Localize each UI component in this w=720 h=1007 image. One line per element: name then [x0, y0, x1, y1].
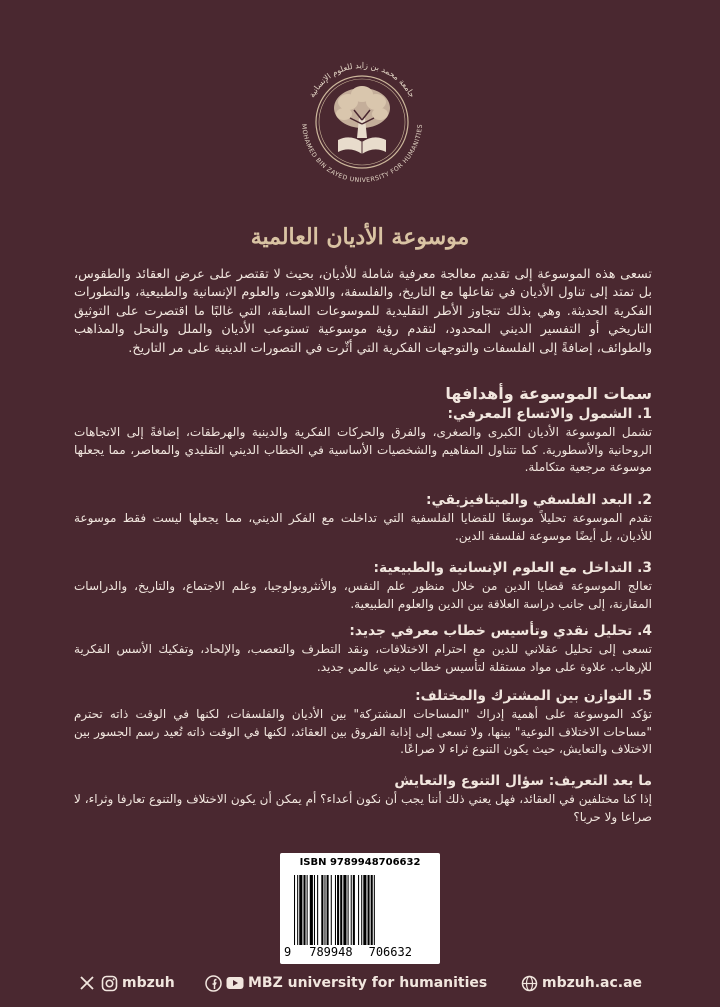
footer-website	[520, 974, 642, 992]
youtube-icon[interactable]	[226, 974, 244, 992]
university-logo	[288, 48, 436, 196]
barcode-bar	[371, 875, 373, 945]
barcode-bar	[358, 875, 359, 945]
x-twitter-icon[interactable]	[78, 974, 96, 992]
barcode-bars	[294, 875, 432, 945]
barcode-digit-first: 9	[284, 945, 292, 959]
intro-paragraph: تسعى هذه الموسوعة إلى تقديم معالجة معرفية شاملة للأديان، بحيث لا تقتصر على عرض العقائد والطقوس، بل تمتد إلى تناول الأديان في تفاعلها مع التاريخ، والفلسفة، واللاهوت، والعلوم الإنسانية والطبيعية، والتطورات الفكرية الحديثة. وهي بذلك تتجاوز الأطر التقليدية للموسوعات السابقة، التي غالبًا ما اقتصرت على التوثيق التاريخي أو التفسير الديني المحدود، لتقدم رؤية موسوعية تستوعب الأديان والملل والنحل والمذاهب والطوائف، إضافةً إلى الفلسفات والتوجهات الفكرية التي أثّرت في التصورات الدينية على مر التاريخ.	[74, 267, 652, 356]
university-name[interactable]: MBZ university for humanities	[248, 975, 488, 991]
barcode-bar	[348, 875, 349, 945]
isbn-label: ISBN 9789948706632	[299, 857, 421, 868]
footer-social	[78, 974, 175, 992]
logo-arc-top: جامعة محمد بن زايد للعلوم الإنسانية	[307, 60, 417, 100]
section-3	[74, 559, 652, 613]
section-4	[74, 622, 652, 676]
logo-arc-bottom: MOHAMED BIN ZAYED UNIVERSITY FOR HUMANITIES	[299, 123, 425, 185]
section-body: تشمل الموسوعة الأديان الكبرى والصغرى، والفرق والحركات الفكرية والدينية والهرطقات، إضافةً إلى الاتجاهات الروحانية والأسطورية. كما تتناول المفاهيم والشخصيات الأساسية في الخطاب الديني التقليدي والمعاصر، مما يجعلها موسوعة مرجعية متكاملة.	[74, 425, 652, 475]
barcode-bar	[294, 875, 295, 945]
barcode-bar	[374, 875, 375, 945]
social-handle-left[interactable]: mbzuh	[122, 975, 175, 991]
barcode-bar	[340, 875, 342, 945]
section-2	[74, 491, 652, 545]
features-heading: سمات الموسوعة وأهدافها	[445, 384, 652, 403]
barcode-digit-group1: 789948	[309, 945, 353, 959]
barcode-bar	[351, 875, 352, 945]
tree-book-emblem-icon	[288, 48, 436, 196]
section-body: تؤكد الموسوعة على أهمية إدراك "المساحات المشتركة" بين الأديان والفلسفات، لكنها في الوقت ذاته تحترم "مساحات الاختلاف النوعية" بينها، ولا تسعى إلى إذابة الفروق بين العقائد، لكنها في الوقت ذاته تُعيد رسم الجسور بين الاختلاف والتعايش، حيث يكون التنوع ثراء لا صراعًا.	[74, 707, 652, 757]
isbn-barcode	[280, 853, 440, 964]
barcode-bar	[343, 875, 346, 945]
barcode-bar	[368, 875, 370, 945]
barcode-bar	[307, 875, 308, 945]
section-heading: 3. التداخل مع العلوم الإنسانية والطبيعية:	[373, 560, 652, 576]
globe-icon[interactable]	[520, 974, 538, 992]
barcode-bar	[324, 875, 325, 945]
section-body: إذا كنا مختلفين في العقائد، فهل يعني ذلك أننا يجب أن نكون أعداء؟ أم يمكن أن يكون الاختلاف والتنوع تعارفا وثراء، لا صراعا ولا حربا؟	[74, 792, 652, 824]
barcode-bar	[363, 875, 366, 945]
instagram-icon[interactable]	[100, 974, 118, 992]
footer-university	[204, 974, 487, 992]
section-body: تسعى إلى تحليل عقلاني للدين مع احترام الاختلافات، ونقد التطرف والتعصب، والإلحاد، وتفكيك الأسس الفكرية للإرهاب. علاوة على مواد مستقلة لتأسيس خطاب ديني عالمي جديد.	[74, 642, 652, 674]
footer	[0, 962, 720, 1007]
barcode-bar	[327, 875, 329, 945]
barcode-bar	[310, 875, 313, 945]
barcode-bar	[317, 875, 318, 945]
section-heading: 2. البعد الفلسفي والميتافيزيقي:	[426, 492, 652, 508]
barcode-bar	[303, 875, 305, 945]
section-heading: 5. التوازن بين المشترك والمختلف:	[415, 688, 652, 704]
section-heading: ما بعد التعريف: سؤال التنوع والتعايش	[394, 773, 652, 789]
section-body: تقدم الموسوعة تحليلاً موسعًا للقضايا الفلسفية التي تداخلت مع الفكر الديني، مما يجعلها ليست فقط موسوعة للأديان، بل أيضًا موسوعة لفلسفة الدين.	[74, 511, 652, 543]
barcode-bar	[361, 875, 362, 945]
facebook-icon[interactable]	[204, 974, 222, 992]
barcode-bar	[331, 875, 332, 945]
section-afterword	[74, 772, 652, 826]
section-body: تعالج الموسوعة قضايا الدين من خلال منظور علم النفس، والأنثروبولوجيا، وعلم الاجتماع، والتاريخ، والدراسات المقارنة، إلى جانب دراسة العلاقة بين الدين والعلوم الطبيعية.	[74, 579, 652, 611]
barcode-bar	[353, 875, 355, 945]
section-5	[74, 687, 652, 759]
section-1	[74, 405, 652, 477]
section-heading: 4. تحليل نقدي وتأسيس خطاب معرفي جديد:	[349, 623, 652, 639]
section-heading: 1. الشمول والاتساع المعرفي:	[447, 406, 652, 422]
barcode-bar	[297, 875, 298, 945]
barcode-digit-group2: 706632	[368, 945, 412, 959]
barcode-bar	[314, 875, 315, 945]
page-title: موسوعة الأديان العالمية	[250, 224, 470, 250]
website-link[interactable]: mbzuh.ac.ae	[542, 975, 643, 991]
barcode-bar	[335, 875, 336, 945]
barcode-bar	[321, 875, 323, 945]
barcode-bar	[299, 875, 302, 945]
barcode-bar	[337, 875, 339, 945]
barcode-digits	[284, 945, 436, 959]
